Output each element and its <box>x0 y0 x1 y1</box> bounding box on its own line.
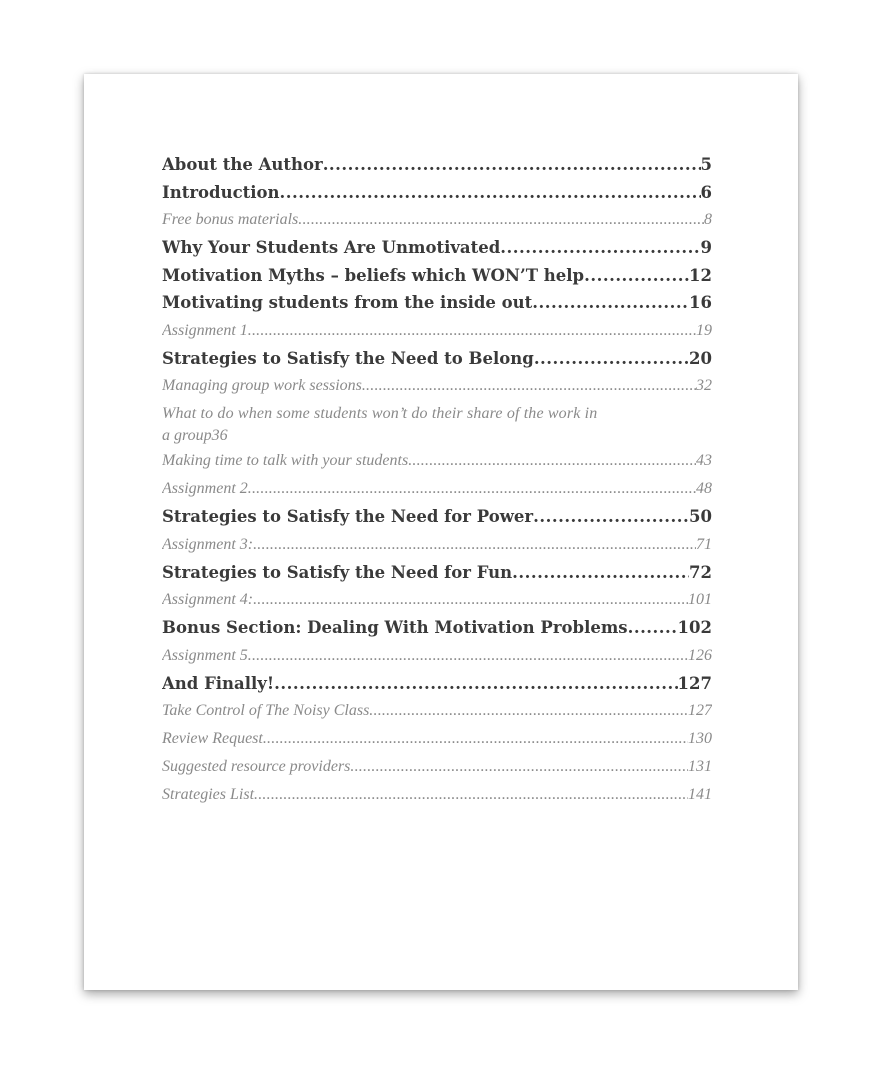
toc-entry-assignment-5[interactable] <box>162 642 712 670</box>
toc-entry-page: 127 <box>688 702 712 719</box>
toc-entry-inside-out[interactable] <box>162 289 712 317</box>
toc-entry-page: 32 <box>696 377 712 394</box>
toc-entry-page: 12 <box>689 265 712 285</box>
toc-entry-title: About the Author <box>162 155 323 174</box>
dot-leader <box>350 753 688 781</box>
toc-entry-title: Assignment 5 <box>162 646 248 664</box>
toc-entry-title: Strategies to Satisfy the Need to Belong <box>162 348 534 368</box>
toc-entry-title: Managing group work sessions <box>162 377 362 394</box>
toc-entry-page: 16 <box>689 293 712 312</box>
toc-entry-title: Assignment 3: <box>162 535 254 553</box>
toc-entry-title: Free bonus materials <box>162 211 299 228</box>
dot-leader <box>253 531 696 559</box>
toc-entry-motivation-myths[interactable] <box>162 262 712 290</box>
toc-entry-page: 101 <box>688 591 712 608</box>
dot-leader <box>248 475 696 503</box>
toc-entry-title: Making time to talk with your students <box>162 452 409 469</box>
toc-entry-page: 43 <box>696 452 712 469</box>
toc-entry-title: Review Request <box>162 730 263 747</box>
dot-leader <box>248 317 696 345</box>
toc-entry-title: Bonus Section: Dealing With Motivation Problems <box>162 618 628 637</box>
dot-leader <box>298 206 704 234</box>
toc-entry-talk-with-students[interactable] <box>162 447 712 475</box>
dot-leader <box>369 697 688 725</box>
toc-entry-page: 131 <box>688 758 712 775</box>
toc-entry-introduction[interactable] <box>162 179 712 207</box>
toc-entry-title: And Finally! <box>162 673 275 693</box>
dot-leader <box>512 559 689 587</box>
toc-entry-page: 50 <box>689 507 712 526</box>
dot-leader <box>584 262 689 290</box>
toc-entry-page: 8 <box>704 211 712 228</box>
toc-entry-title: Strategies List <box>162 786 255 803</box>
toc-entry-assignment-3[interactable] <box>162 531 712 559</box>
toc-entry-about-the-author[interactable] <box>162 151 712 179</box>
toc-entry-page: 102 <box>677 618 712 637</box>
dot-leader <box>248 642 688 670</box>
table-of-contents <box>162 151 712 809</box>
dot-leader <box>532 289 689 317</box>
toc-entry-title: Suggested resource providers <box>162 758 351 775</box>
toc-entry-page: 48 <box>696 480 712 497</box>
dot-leader <box>263 725 688 753</box>
toc-entry-share-of-work[interactable] <box>162 400 712 447</box>
dot-leader <box>628 614 678 642</box>
toc-entry-bonus-section[interactable] <box>162 614 712 642</box>
toc-entry-title: Why Your Students Are Unmotivated <box>162 238 501 257</box>
toc-entry-page: 130 <box>688 730 712 747</box>
toc-entry-title: Assignment 1 <box>162 321 248 339</box>
toc-entry-page: 127 <box>677 673 712 693</box>
dot-leader <box>500 234 700 262</box>
toc-entry-need-to-belong[interactable] <box>162 345 712 373</box>
dot-leader <box>280 179 701 207</box>
toc-entry-title: Strategies to Satisfy the Need for Fun <box>162 562 513 582</box>
dot-leader <box>533 503 689 531</box>
toc-entry-and-finally[interactable] <box>162 670 712 698</box>
dot-leader <box>408 447 696 475</box>
toc-entry-page: 72 <box>689 562 712 582</box>
toc-entry-page: 36 <box>211 427 228 444</box>
toc-entry-page: 71 <box>696 535 712 553</box>
toc-entry-title: Assignment 2 <box>162 480 248 497</box>
toc-entry-free-bonus-materials[interactable] <box>162 206 712 234</box>
toc-entry-title: Assignment 4: <box>162 591 254 608</box>
toc-entry-title: Motivation Myths – beliefs which WON’T help <box>162 265 585 285</box>
toc-entry-page: 20 <box>689 348 712 368</box>
dot-leader <box>362 372 696 400</box>
toc-entry-why-unmotivated[interactable] <box>162 234 712 262</box>
toc-entry-strategies-list[interactable] <box>162 781 712 809</box>
toc-entry-need-for-fun[interactable] <box>162 559 712 587</box>
dot-leader <box>254 781 688 809</box>
dot-leader <box>253 586 688 614</box>
toc-entry-assignment-4[interactable] <box>162 586 712 614</box>
toc-entry-title: Strategies to Satisfy the Need for Power <box>162 507 534 526</box>
toc-entry-title: What to do when some students won’t do their share of the work in <box>162 405 598 422</box>
toc-entry-title: Motivating students from the inside out <box>162 293 533 312</box>
dot-leader <box>323 151 701 179</box>
toc-entry-title: Introduction <box>162 182 280 202</box>
toc-entry-review-request[interactable] <box>162 725 712 753</box>
toc-entry-page: 9 <box>700 238 712 257</box>
toc-entry-noisy-class[interactable] <box>162 697 712 725</box>
toc-entry-page: 6 <box>700 182 712 202</box>
toc-entry-assignment-2[interactable] <box>162 475 712 503</box>
toc-entry-page: 126 <box>688 646 712 664</box>
toc-entry-assignment-1[interactable] <box>162 317 712 345</box>
dot-leader <box>274 670 677 698</box>
toc-entry-resource-providers[interactable] <box>162 753 712 781</box>
toc-entry-title-continued: a group <box>162 427 212 444</box>
document-page <box>84 74 798 990</box>
dot-leader <box>534 345 689 373</box>
toc-entry-page: 141 <box>688 786 712 803</box>
toc-entry-page: 19 <box>696 321 712 339</box>
toc-entry-page: 5 <box>700 155 712 174</box>
toc-entry-title: Take Control of The Noisy Class <box>162 702 370 719</box>
toc-entry-group-work[interactable] <box>162 372 712 400</box>
toc-entry-need-for-power[interactable] <box>162 503 712 531</box>
